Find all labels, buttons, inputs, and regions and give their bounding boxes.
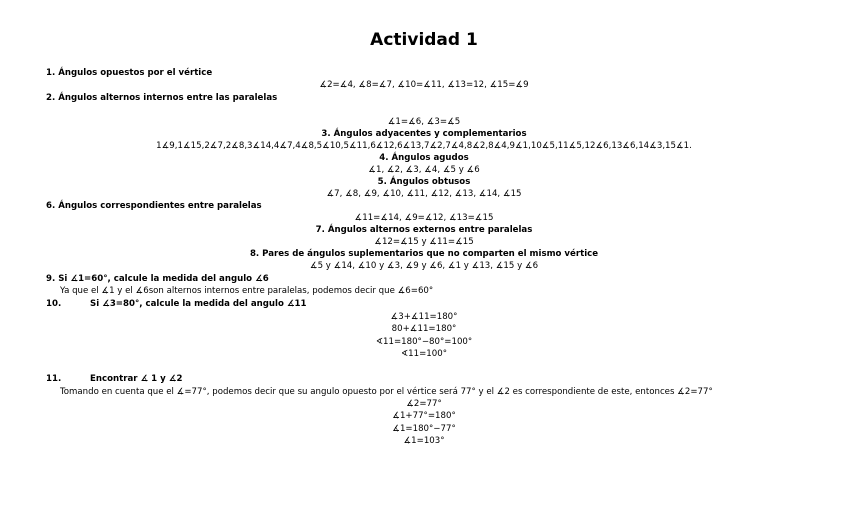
section-10-heading: Si ∡3=80°, calcule la medida del angulo ∡11: [90, 299, 307, 309]
section-1-heading: 1. Ángulos opuestos por el vértice: [46, 68, 213, 78]
section-1-equation: ∡2=∡4, ∡8=∡7, ∡10=∡11, ∡13=12, ∡15=∡9: [319, 80, 529, 90]
section-8-heading: 8. Pares de ángulos suplementarios que no comparten el mismo vértice: [249, 249, 599, 259]
section-9-text: Ya que el ∡1 y el ∡6son alternos internos entre paralelas, podemos decir que ∡6=60°: [60, 286, 434, 296]
section-7-heading: 7. Ángulos alternos externos entre paralelas: [315, 225, 533, 235]
section-5-equation: ∡7, ∡8, ∡9, ∡10, ∡11, ∡12, ∡13, ∡14, ∡15: [326, 189, 522, 199]
section-2-equation: ∡1=∡6, ∡3=∡5: [387, 117, 461, 127]
section-11-heading-row: [46, 374, 182, 385]
section-4-heading: 4. Ángulos agudos: [379, 153, 469, 163]
section-6-equation: ∡11=∡14, ∡9=∡12, ∡13=∡15: [354, 213, 494, 223]
section-11-step: ∡1=103°: [403, 436, 445, 446]
section-10-number: 10.: [46, 299, 62, 309]
section-10-heading-row: [46, 299, 307, 310]
section-10-step: 80+∡11=180°: [391, 324, 457, 334]
section-11-number: 11.: [46, 374, 62, 384]
section-11-step: ∡1=180°−77°: [392, 424, 456, 434]
page-title: Actividad 1: [370, 30, 478, 50]
section-11-step: ∡1+77°=180°: [392, 411, 456, 421]
section-4-equation: ∡1, ∡2, ∡3, ∡4, ∡5 y ∡6: [368, 165, 480, 175]
section-5-heading: 5. Ángulos obtusos: [377, 177, 471, 187]
section-11-step: ∡2=77°: [406, 399, 442, 409]
section-9-heading: 9. Si ∡1=60°, calcule la medida del angulo ∡6: [46, 274, 269, 284]
section-11-text: Tomando en cuenta que el ∡=77°, podemos decir que su angulo opuesto por el vértice será 77° y el ∡2 es correspondiente de este, entonces ∡2=77°: [60, 387, 713, 397]
section-10-step: ∡3+∡11=180°: [390, 312, 458, 322]
section-10-step: ∢11=180°−80°=100°: [375, 337, 473, 347]
section-10-step: ∢11=100°: [400, 349, 448, 359]
section-6-heading: 6. Ángulos correspondientes entre paralelas: [46, 201, 262, 211]
section-3-equation: 1∡9,1∡15,2∡7,2∡8,3∡14,4∡7,4∡8,5∡10,5∡11,6∡12,6∡13,7∡2,7∡4,8∡2,8∡4,9∡1,10∡5,11∡5,12∡6,13∡6,14∡3,15∡1.: [156, 141, 692, 151]
section-2-heading: 2. Ángulos alternos internos entre las paralelas: [46, 93, 278, 103]
section-7-equation: ∡12=∡15 y ∡11=∡15: [374, 237, 474, 247]
section-3-heading: 3. Ángulos adyacentes y complementarios: [321, 129, 527, 139]
section-11-heading: Encontrar ∡ 1 y ∡2: [90, 374, 183, 384]
section-8-equation: ∡5 y ∡14, ∡10 y ∡3, ∡9 y ∡6, ∡1 y ∡13, ∡15 y ∡6: [309, 261, 539, 271]
